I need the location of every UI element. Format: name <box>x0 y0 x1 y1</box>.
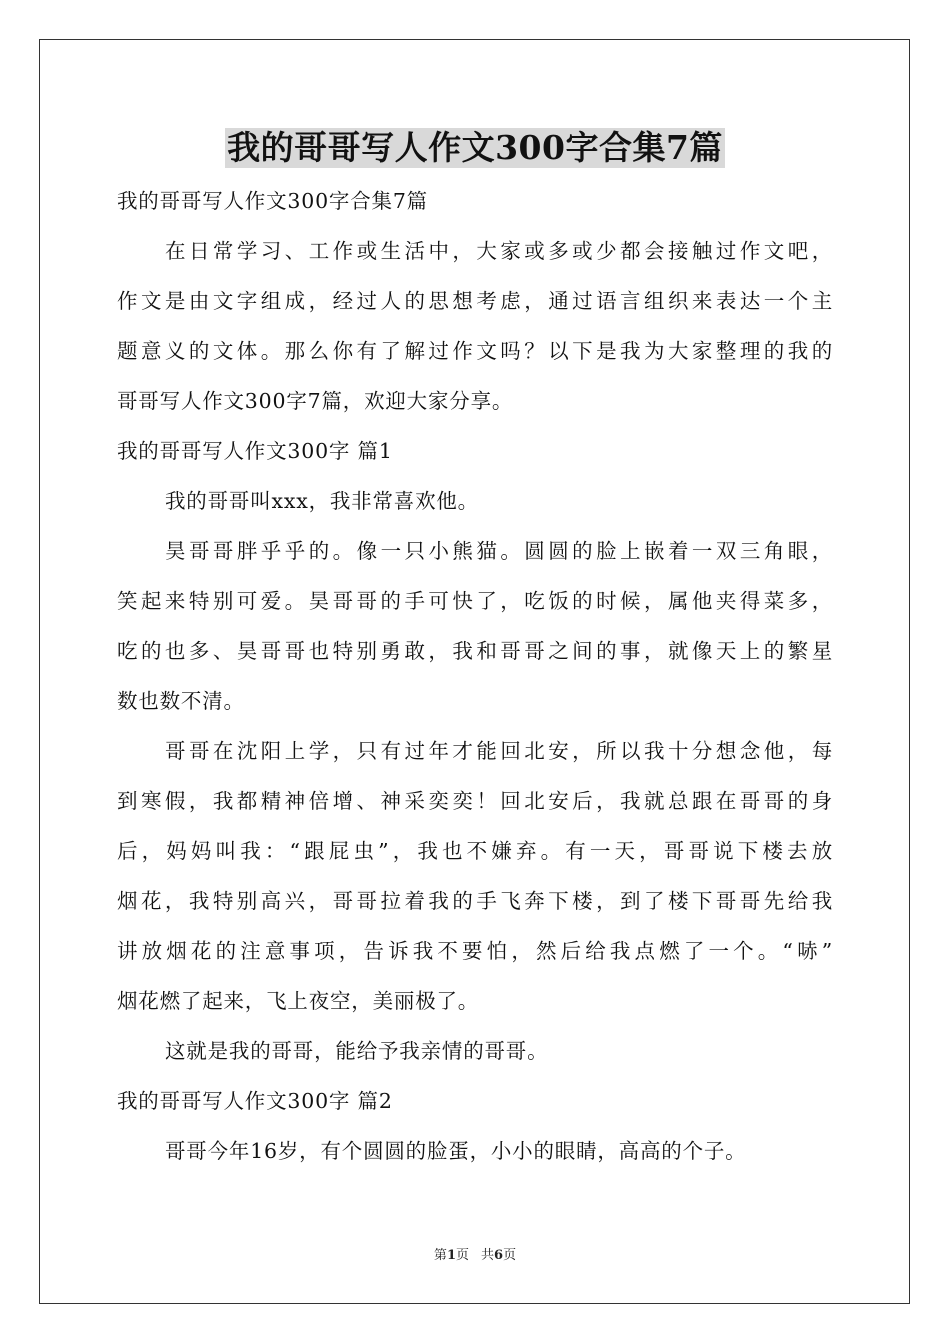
paragraph-line: 笑起来特别可爱。昊哥哥的手可快了，吃饭的时候，属他夹得菜多， <box>117 589 833 613</box>
page-footer <box>0 1247 950 1265</box>
paragraph-line: 烟花燃了起来，飞上夜空，美丽极了。 <box>117 989 480 1013</box>
section-heading: 我的哥哥写人作文300字 篇1 <box>117 439 393 463</box>
paragraph-line: 哥哥今年16岁，有个圆圆的脸蛋，小小的眼睛，高高的个子。 <box>165 1139 747 1163</box>
paragraph-line: 我的哥哥叫xxx，我非常喜欢他。 <box>165 489 479 513</box>
current-page-number: 1 <box>446 1248 456 1263</box>
page-label-suffix: 页 <box>455 1248 469 1263</box>
paragraph-line: 到寒假，我都精神倍增、神采奕奕！回北安后，我就总跟在哥哥的身 <box>117 789 833 813</box>
section-heading: 我的哥哥写人作文300字 篇2 <box>117 1089 393 1113</box>
page-label-prefix: 第 <box>433 1248 447 1263</box>
subtitle-line: 我的哥哥写人作文300字合集7篇 <box>117 189 428 213</box>
paragraph-line: 讲放烟花的注意事项，告诉我不要怕，然后给我点燃了一个。“哧” <box>117 939 833 963</box>
total-pages-number: 6 <box>494 1248 504 1263</box>
paragraph-line: 吃的也多、昊哥哥也特别勇敢，我和哥哥之间的事，就像天上的繁星 <box>117 639 833 663</box>
total-label-suffix: 页 <box>503 1248 517 1263</box>
paragraph-line: 作文是由文字组成，经过人的思想考虑，通过语言组织来表达一个主 <box>117 289 833 313</box>
document-body <box>117 176 833 1176</box>
document-title: 我的哥哥写人作文300字合集7篇 <box>227 128 723 167</box>
paragraph-line: 哥哥写人作文300字7篇，欢迎大家分享。 <box>117 389 514 413</box>
title-container <box>0 128 950 168</box>
paragraph-line: 哥哥在沈阳上学，只有过年才能回北安，所以我十分想念他，每 <box>165 739 833 763</box>
paragraph-line: 在日常学习、工作或生活中，大家或多或少都会接触过作文吧， <box>165 239 833 263</box>
paragraph-line: 这就是我的哥哥，能给予我亲情的哥哥。 <box>165 1039 549 1063</box>
paragraph-line: 数也数不清。 <box>117 689 245 713</box>
paragraph-line: 昊哥哥胖乎乎的。像一只小熊猫。圆圆的脸上嵌着一双三角眼， <box>165 539 833 563</box>
total-label-prefix: 共 <box>481 1248 495 1263</box>
paragraph-line: 烟花，我特别高兴，哥哥拉着我的手飞奔下楼，到了楼下哥哥先给我 <box>117 889 833 913</box>
paragraph-line: 后，妈妈叫我：“跟屁虫”，我也不嫌弃。有一天，哥哥说下楼去放 <box>117 839 833 863</box>
paragraph-line: 题意义的文体。那么你有了解过作文吗？以下是我为大家整理的我的 <box>117 339 833 363</box>
